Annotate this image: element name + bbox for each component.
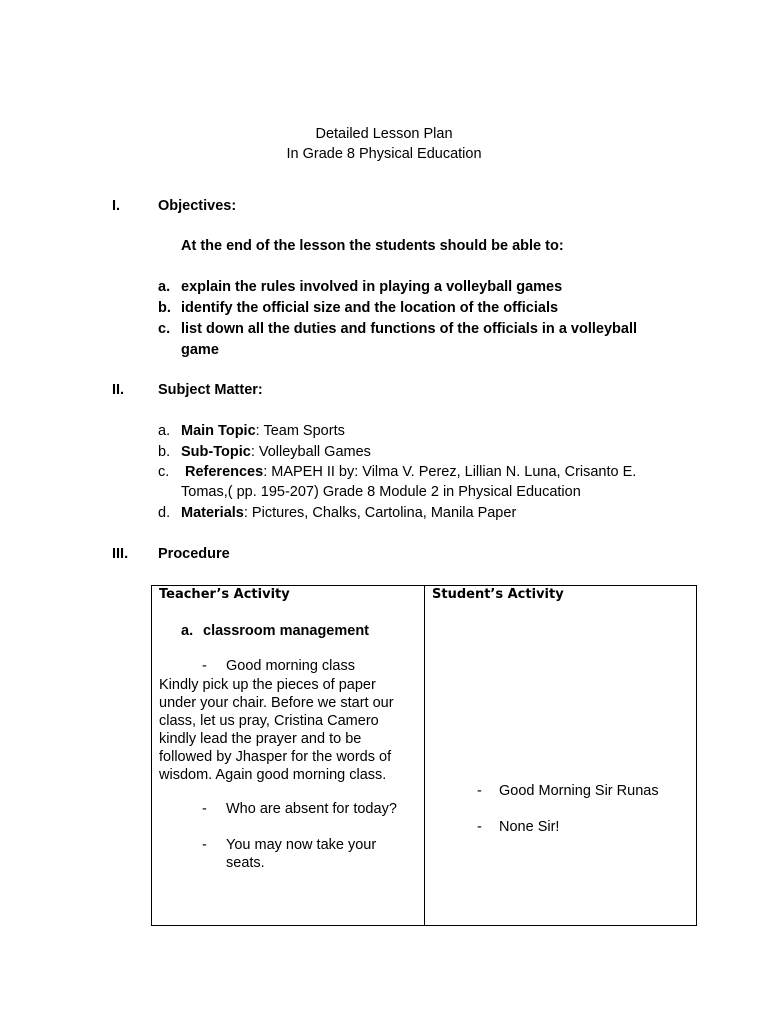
objective-marker-b: b.	[158, 300, 171, 316]
sub-topic-value: : Volleyball Games	[250, 444, 371, 460]
table-column-divider	[424, 586, 425, 925]
procedure-heading: Procedure	[158, 546, 230, 562]
objectives-heading: Objectives:	[158, 198, 237, 214]
dash-reply1: -	[477, 783, 482, 799]
section-marker-a: a.	[181, 623, 194, 639]
subject-marker-d: d.	[158, 505, 171, 521]
teacher-line: followed by Jhasper for the words of	[159, 749, 392, 765]
references-continued: Tomas,( pp. 195-207) Grade 8 Module 2 in Physical Education	[181, 484, 581, 500]
subject-marker-c: c.	[158, 464, 170, 480]
main-topic-label: Main Topic	[181, 423, 256, 439]
materials-value: : Pictures, Chalks, Cartolina, Manila Paper	[243, 505, 517, 521]
teacher-activity-header: Teacher’s Activity	[159, 587, 290, 602]
teacher-absent-question: Who are absent for today?	[226, 801, 397, 817]
teacher-line: class, let us pray, Cristina Camero	[159, 713, 379, 729]
subject-matter-heading: Subject Matter:	[158, 382, 263, 398]
student-activity-header: Student’s Activity	[432, 587, 564, 602]
references-value: : MAPEH II by: Vilma V. Perez, Lillian N. Luna, Crisanto E.	[263, 464, 637, 480]
subject-item-materials	[181, 505, 516, 521]
teacher-instructions	[159, 676, 394, 784]
materials-label: Materials	[181, 505, 244, 521]
section-numeral-3: III.	[112, 546, 129, 562]
doc-title-line2: In Grade 8 Physical Education	[286, 146, 482, 162]
subject-item-references	[185, 464, 636, 480]
procedure-table	[151, 585, 697, 926]
dash-absent: -	[202, 801, 207, 817]
references-label: References	[185, 464, 264, 480]
objective-item-b: identify the official size and the location of the officials	[181, 300, 559, 316]
teacher-seats-line1: You may now take your	[226, 837, 377, 853]
student-reply-none: None Sir!	[499, 819, 560, 835]
section-numeral-1: I.	[112, 198, 121, 214]
dash-reply2: -	[477, 819, 482, 835]
teacher-line: Kindly pick up the pieces of paper	[159, 677, 376, 693]
section-numeral-2: II.	[112, 382, 125, 398]
objectives-intro: At the end of the lesson the students should be able to:	[181, 238, 564, 254]
sub-topic-label: Sub-Topic	[181, 444, 251, 460]
teacher-line: wisdom. Again good morning class.	[159, 767, 387, 783]
subject-marker-a: a.	[158, 423, 171, 439]
dash-seats: -	[202, 837, 207, 853]
doc-title-line1: Detailed Lesson Plan	[315, 126, 453, 142]
subject-marker-b: b.	[158, 444, 171, 460]
objective-item-a: explain the rules involved in playing a volleyball games	[181, 279, 563, 295]
teacher-line: kindly lead the prayer and to be	[159, 731, 362, 747]
teacher-greeting: Good morning class	[226, 658, 355, 674]
teacher-seats-line2: seats.	[226, 855, 265, 871]
teacher-line: under your chair. Before we start our	[159, 695, 394, 711]
objective-marker-c: c.	[158, 321, 171, 337]
student-reply-greeting: Good Morning Sir Runas	[499, 783, 659, 799]
classroom-management-title: classroom management	[203, 623, 370, 639]
dash-greeting: -	[202, 658, 207, 674]
objective-item-c: list down all the duties and functions of the officials in a volleyball	[181, 321, 637, 337]
subject-item-sub-topic	[181, 444, 371, 460]
objective-marker-a: a.	[158, 279, 171, 295]
main-topic-value: : Team Sports	[255, 423, 345, 439]
subject-item-main-topic	[181, 423, 345, 439]
objective-item-c-cont: game	[181, 342, 219, 358]
